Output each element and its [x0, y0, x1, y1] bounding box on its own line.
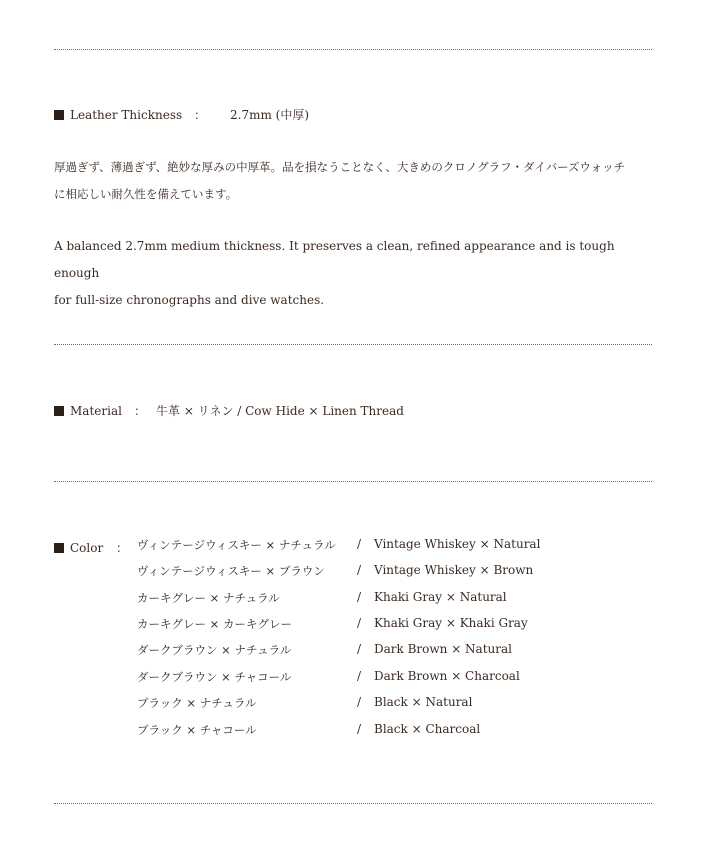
color-separator: /	[357, 642, 362, 656]
thickness-value: 2.7mm (中厚)	[230, 108, 310, 122]
material-colon: ：	[134, 404, 147, 418]
color-jp-name: カーキグレー × カーキグレー	[137, 617, 292, 631]
color-label: Color	[70, 540, 104, 555]
material-label: Material	[70, 403, 122, 418]
thickness-desc-jp-line2: に相応しい耐久性を備えています。	[54, 187, 238, 201]
color-row	[54, 539, 136, 556]
color-separator: /	[357, 563, 362, 577]
color-en-name: Khaki Gray × Khaki Gray	[374, 616, 528, 630]
divider-bottom	[54, 803, 652, 804]
color-separator: /	[357, 669, 362, 683]
divider-top	[54, 49, 652, 50]
material-value: 牛革 × リネン / Cow Hide × Linen Thread	[156, 404, 404, 418]
color-jp-name: ダークブラウン × ナチュラル	[137, 643, 292, 657]
bullet-square-icon	[54, 110, 64, 120]
divider-after-thickness	[54, 344, 652, 345]
bullet-square-icon	[54, 543, 64, 553]
color-en-name: Vintage Whiskey × Brown	[374, 563, 534, 577]
color-jp-name: ヴィンテージウィスキー × ブラウン	[137, 564, 325, 578]
color-en-name: Dark Brown × Charcoal	[374, 669, 520, 683]
color-jp-name: ダークブラウン × チャコール	[137, 670, 292, 684]
color-separator: /	[357, 590, 362, 604]
color-en-name: Black × Charcoal	[374, 722, 481, 736]
thickness-desc-jp	[54, 154, 654, 208]
color-jp-name: カーキグレー × ナチュラル	[137, 591, 280, 605]
color-separator: /	[357, 695, 362, 709]
thickness-desc-en	[54, 233, 654, 314]
color-jp-name: ヴィンテージウィスキー × ナチュラル	[137, 538, 336, 552]
color-colon: ：	[116, 541, 129, 555]
color-jp-name: ブラック × ナチュラル	[137, 696, 257, 710]
thickness-label: Leather Thickness	[70, 107, 183, 122]
thickness-desc-jp-line1: 厚過ぎず、薄過ぎず、絶妙な厚みの中厚革。品を損なうことなく、大きめのクロノグラフ・ダイバーズウォッチ	[54, 160, 626, 174]
color-separator: /	[357, 722, 362, 736]
thickness-desc-en-line2: for full-size chronographs and dive watches.	[54, 293, 325, 307]
thickness-colon: ：	[194, 108, 207, 122]
color-en-name: Dark Brown × Natural	[374, 642, 512, 656]
color-separator: /	[357, 616, 362, 630]
color-jp-name: ブラック × チャコール	[137, 723, 257, 737]
thickness-row	[54, 106, 309, 123]
color-en-name: Vintage Whiskey × Natural	[374, 537, 541, 551]
color-separator: /	[357, 537, 362, 551]
color-en-name: Black × Natural	[374, 695, 473, 709]
thickness-desc-en-line1: A balanced 2.7mm medium thickness. It preserves a clean, refined appearance and is tough enough	[54, 239, 615, 280]
material-row	[54, 402, 404, 419]
bullet-square-icon	[54, 406, 64, 416]
divider-after-material	[54, 481, 652, 482]
color-en-name: Khaki Gray × Natural	[374, 590, 507, 604]
